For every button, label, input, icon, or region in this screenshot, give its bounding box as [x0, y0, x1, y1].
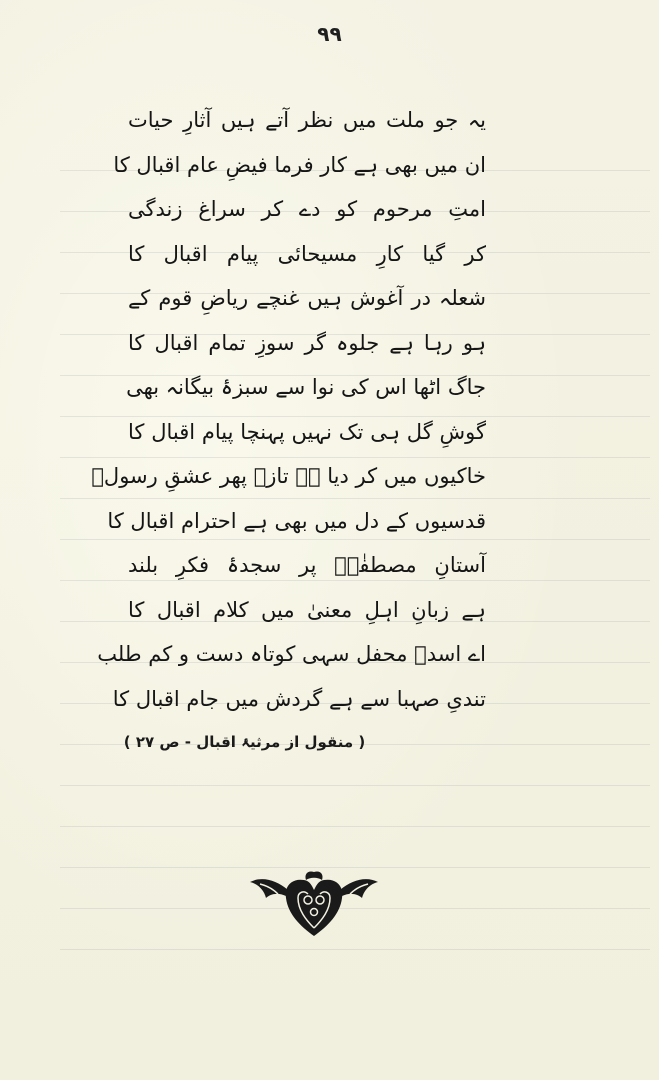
- poem-line: تندیِ صہبا سے ہے گردش میں جام اقبال کا: [112, 686, 486, 711]
- poem-line: ہو رہا ہے جلوہ گر سوزِ تمام اقبال کا: [128, 330, 486, 355]
- source-note: ( منقول از مرثیۂ اقبال - ص ۲۷ ): [123, 733, 366, 751]
- poem-line: خاکیوں میں کر دیا ہے تازہ پھر عشقِ رسولؐ: [91, 464, 486, 488]
- poem-line: کر گیا کارِ مسیحائی پیام اقبال کا: [128, 241, 486, 266]
- poem-line: اے اسدؔ محفل سہی کوتاہ دست و کم طلب: [97, 642, 486, 666]
- poem-line: یہ جو ملت میں نظر آتے ہیں آثارِ حیات: [128, 108, 486, 132]
- poem-line: ہے زبانِ اہلِ معنیٰ میں کلام اقبال کا: [128, 597, 486, 622]
- poem-line: ان میں بھی ہے کار فرما فیضِ عام اقبال کا: [113, 152, 486, 177]
- poem-line: شعلہ در آغوش ہیں غنچے ریاضِ قوم کے: [128, 286, 486, 310]
- poem: [91, 98, 486, 721]
- poem-line: امتِ مرحوم کو دے کر سراغ زندگی: [128, 197, 486, 221]
- floral-ornament-icon: [248, 868, 380, 938]
- poem-line: جاگ اٹھا اس کی نوا سے سبزۂ بیگانہ بھی: [126, 375, 486, 399]
- poem-line: آستانِ مصطفٰےؐ پر سجدۂ فکرِ بلند: [128, 553, 486, 577]
- page-number: ۹۹: [317, 22, 342, 46]
- poem-line: قدسیوں کے دل میں بھی ہے احترام اقبال کا: [107, 508, 486, 533]
- poem-line: گوشِ گل ہی تک نہیں پہنچا پیام اقبال کا: [128, 419, 486, 444]
